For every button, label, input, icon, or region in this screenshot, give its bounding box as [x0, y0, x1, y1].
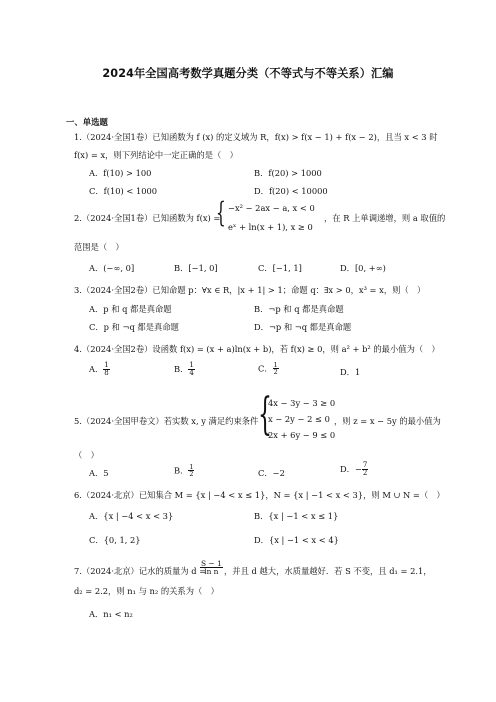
question-2-case-1: −x² − 2ax − a, x < 0 — [228, 203, 315, 213]
fraction-denominator: 4 — [189, 369, 194, 377]
question-1-text: 1.（2024·全国1卷）已知函数为 f (x) 的定义域为 R，f(x) > f(x − 1) + f(x − 2)，且当 x < 3 时 — [74, 132, 438, 142]
document-title: 2024年全国高考数学真题分类（不等式与不等关系）汇编 — [102, 67, 394, 80]
question-2-text-line2: 范围是（ ） — [74, 242, 124, 252]
question-3-option-d: D．¬p 和 ¬q 都是真命题 — [254, 322, 352, 332]
question-2-prefix: 2.（2024·全国1卷）已知函数为 f(x) = — [74, 213, 221, 223]
option-label: B． — [174, 364, 189, 374]
fraction — [273, 362, 279, 376]
fraction-denominator: 2 — [273, 368, 278, 377]
question-7-text-line2: d₂ = 2.2，则 n₁ 与 n₂ 的关系为（ ） — [74, 586, 219, 596]
question-3-text: 3.（2024·全国2卷）已知命题 p：∀x ∈ R，|x + 1| > 1；命题 q：∃x > 0，x³ = x，则（ ） — [74, 285, 426, 295]
option-label: D．− — [340, 464, 362, 474]
question-2-option-c: C．[−1, 1] — [258, 263, 302, 273]
fraction-numerator: 7 — [362, 461, 368, 469]
question-5-brace: { — [258, 389, 272, 440]
fraction — [188, 362, 194, 377]
fraction-denominator: ln n — [204, 567, 219, 577]
fraction — [200, 560, 223, 576]
question-1-option-c: C．f(10) < 1000 — [89, 186, 158, 196]
question-7-prefix: 7.（2024·北京）记水的质量为 d = — [74, 566, 207, 576]
question-1-text-line2: f(x) = x，则下列结论中一定正确的是（ ） — [74, 150, 238, 160]
option-label: C． — [258, 363, 273, 374]
fraction-numerator: 1 — [273, 361, 278, 369]
fraction-denominator: 2 — [189, 470, 194, 479]
fraction-numerator: 1 — [189, 463, 194, 471]
option-label: A． — [89, 364, 104, 374]
fraction — [188, 464, 194, 478]
question-5-option-c: C．−2 — [258, 468, 285, 478]
fraction-numerator: 1 — [104, 361, 109, 369]
question-2-option-b: B．[−1, 0] — [174, 263, 218, 273]
question-1-option-d: D．f(20) < 10000 — [254, 186, 328, 196]
question-4-option-c — [258, 362, 279, 376]
question-5-option-b — [174, 464, 194, 478]
fraction-denominator: 2 — [362, 469, 368, 477]
option-label: B． — [174, 465, 189, 476]
question-2-suffix: ，在 R 上单调递增，则 a 取值的 — [324, 213, 446, 223]
fraction-numerator: S − 1 — [201, 559, 222, 568]
question-5-constraint-2: x − 2y − 2 ≤ 0 — [268, 414, 330, 424]
question-4-text: 4.（2024·全国2卷）设函数 f(x) = (x + a)ln(x + b)，若 f(x) ≥ 0，则 a² + b² 的最小值为（ ） — [74, 344, 440, 354]
question-6-option-c: C．{0, 1, 2} — [89, 535, 141, 545]
question-3-option-b: B．¬p 和 q 都是真命题 — [254, 304, 344, 314]
question-4-option-b — [174, 362, 195, 377]
question-3-option-c: C．p 和 ¬q 都是真命题 — [89, 322, 179, 332]
question-5-prefix: 5.（2024·全国甲卷文）若实数 x, y 满足约束条件 — [74, 416, 259, 426]
question-5-option-a: A．5 — [89, 468, 109, 478]
fraction — [362, 462, 368, 477]
fraction — [103, 362, 109, 377]
question-5-constraint-1: 4x − 3y − 3 ≥ 0 — [268, 398, 336, 408]
question-2-option-a: A．(−∞, 0] — [89, 263, 135, 273]
question-5-option-d — [340, 462, 368, 477]
question-3-option-a: A．p 和 q 都是真命题 — [89, 304, 172, 314]
question-7-option-a: A．n₁ < n₂ — [89, 609, 133, 619]
question-7-suffix: ，并且 d 越大，水质量越好．若 S 不变，且 d₁ = 2.1， — [224, 566, 432, 576]
question-6-option-d: D．{x | −1 < x < 4} — [254, 535, 339, 545]
question-6-option-a: A．{x | −4 < x < 3} — [89, 511, 174, 521]
question-6-option-b: B．{x | −1 < x ≤ 1} — [254, 511, 339, 521]
question-2-option-d: D．[0, +∞) — [340, 263, 386, 273]
section-heading: 一、单选题 — [66, 117, 108, 127]
question-6-text: 6.（2024·北京）已知集合 M = {x | −4 < x ≤ 1}，N = {x | −1 < x < 3}，则 M ∪ N =（ ） — [74, 490, 445, 500]
question-4-option-a — [89, 362, 110, 377]
question-4-option-d: D．1 — [340, 367, 361, 377]
question-5-text-line2: （ ） — [74, 450, 99, 460]
question-7-formula — [200, 560, 223, 576]
fraction-numerator: 1 — [189, 361, 194, 369]
question-2-case-2: eˣ + ln(x + 1), x ≥ 0 — [228, 222, 313, 232]
question-5-suffix: ，则 z = x − 5y 的最小值为 — [334, 416, 441, 426]
question-1-option-a: A．f(10) > 100 — [89, 168, 152, 178]
question-1-option-b: B．f(20) > 1000 — [254, 168, 322, 178]
question-2-brace: { — [216, 196, 226, 229]
fraction-denominator: 8 — [104, 369, 109, 377]
question-5-constraint-3: 2x + 6y − 9 ≤ 0 — [268, 430, 336, 440]
